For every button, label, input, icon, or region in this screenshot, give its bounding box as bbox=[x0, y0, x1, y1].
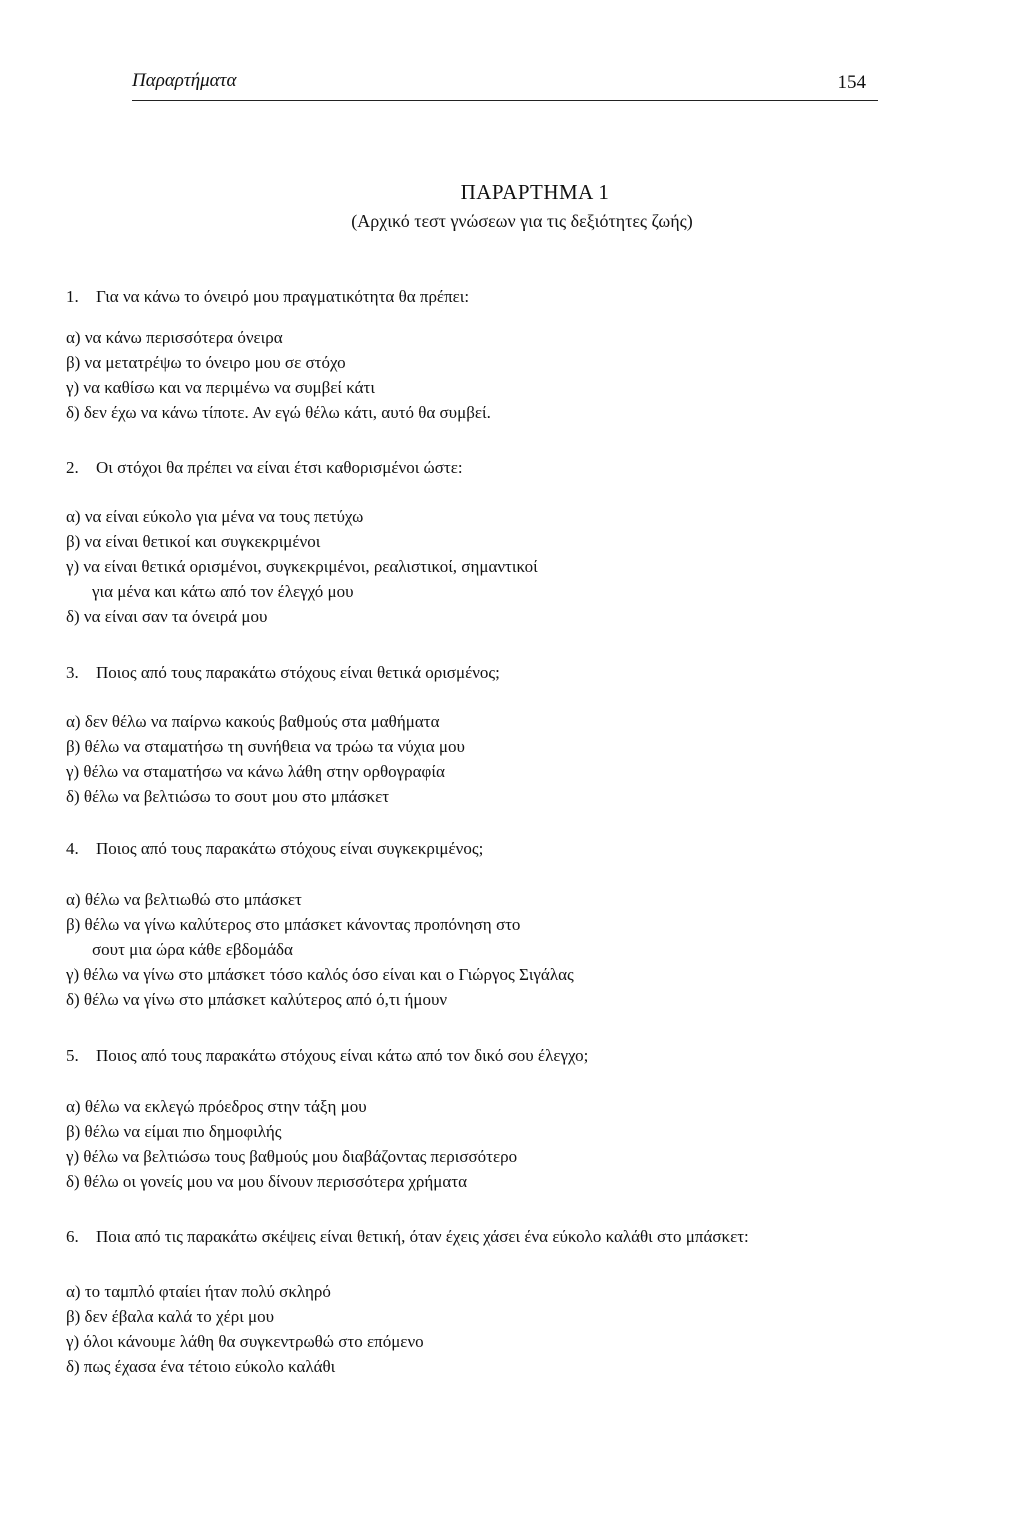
answer-option: β) θέλω να είμαι πιο δημοφιλής bbox=[66, 1122, 282, 1141]
answer-option: γ) να είναι θετικά ορισμένοι, συγκεκριμένοι, ρεαλιστικοί, σημαντικοί bbox=[66, 557, 538, 576]
answer-option: γ) θέλω να γίνω στο μπάσκετ τόσο καλός όσο είναι και ο Γιώργος Σιγάλας bbox=[66, 965, 574, 984]
question-number: 4. bbox=[66, 839, 79, 858]
answer-option: δ) θέλω να γίνω στο μπάσκετ καλύτερος από ό,τι ήμουν bbox=[66, 990, 448, 1009]
question-number: 3. bbox=[66, 663, 79, 682]
question-number: 1. bbox=[66, 287, 79, 306]
question-number: 2. bbox=[66, 458, 79, 477]
appendix-subtitle: (Αρχικό τεστ γνώσεων για τις δεξιότητες ζωής) bbox=[351, 211, 693, 231]
question-text: Ποιος από τους παρακάτω στόχους είναι θετικά ορισμένος; bbox=[96, 663, 500, 682]
answer-option-continuation: σουτ μια ώρα κάθε εβδομάδα bbox=[92, 940, 293, 959]
answer-option: γ) όλοι κάνουμε λάθη θα συγκεντρωθώ στο επόμενο bbox=[66, 1332, 424, 1351]
answer-options bbox=[66, 504, 966, 629]
answer-option: α) το ταμπλό φταίει ήταν πολύ σκληρό bbox=[66, 1282, 331, 1301]
appendix-title-block bbox=[0, 180, 1024, 232]
answer-option: β) θέλω να γίνω καλύτερος στο μπάσκετ κάνοντας προπόνηση στο bbox=[66, 915, 521, 934]
answer-options bbox=[66, 887, 966, 1012]
page-header bbox=[132, 66, 878, 101]
question-text: Ποια από τις παρακάτω σκέψεις είναι θετική, όταν έχεις χάσει ένα εύκολο καλάθι στο μπάσκετ: bbox=[96, 1227, 749, 1246]
appendix-title: ΠΑΡΑΡΤΗΜΑ 1 bbox=[460, 180, 610, 204]
answer-option: γ) θέλω να σταματήσω να κάνω λάθη στην ορθογραφία bbox=[66, 762, 445, 781]
answer-option: δ) πως έχασα ένα τέτοιο εύκολο καλάθι bbox=[66, 1357, 336, 1376]
answer-options bbox=[66, 325, 966, 425]
running-title: Παραρτήματα bbox=[132, 70, 237, 91]
answer-option: β) να είναι θετικοί και συγκεκριμένοι bbox=[66, 532, 321, 551]
question-5 bbox=[66, 1043, 966, 1068]
question-3 bbox=[66, 660, 966, 685]
answer-option: α) να είναι εύκολο για μένα να τους πετύχω bbox=[66, 507, 364, 526]
answer-option: δ) να είναι σαν τα όνειρά μου bbox=[66, 607, 268, 626]
answer-option: γ) να καθίσω και να περιμένω να συμβεί κάτι bbox=[66, 378, 375, 397]
answer-options bbox=[66, 1279, 966, 1379]
answer-option: α) θέλω να εκλεγώ πρόεδρος στην τάξη μου bbox=[66, 1097, 367, 1116]
question-text: Οι στόχοι θα πρέπει να είναι έτσι καθορισμένοι ώστε: bbox=[96, 458, 463, 477]
answer-options bbox=[66, 709, 966, 809]
answer-option: β) θέλω να σταματήσω τη συνήθεια να τρώω τα νύχια μου bbox=[66, 737, 465, 756]
answer-option: α) να κάνω περισσότερα όνειρα bbox=[66, 328, 283, 347]
answer-option: β) να μετατρέψω το όνειρο μου σε στόχο bbox=[66, 353, 346, 372]
answer-option: α) θέλω να βελτιωθώ στο μπάσκετ bbox=[66, 890, 302, 909]
answer-option: α) δεν θέλω να παίρνω κακούς βαθμούς στα μαθήματα bbox=[66, 712, 440, 731]
question-number: 6. bbox=[66, 1227, 79, 1246]
answer-option-continuation: για μένα και κάτω από τον έλεγχό μου bbox=[92, 582, 354, 601]
question-2 bbox=[66, 455, 966, 480]
question-4 bbox=[66, 836, 966, 861]
answer-option: β) δεν έβαλα καλά το χέρι μου bbox=[66, 1307, 275, 1326]
question-text: Ποιος από τους παρακάτω στόχους είναι κάτω από τον δικό σου έλεγχο; bbox=[96, 1046, 589, 1065]
question-6 bbox=[66, 1224, 966, 1249]
question-number: 5. bbox=[66, 1046, 79, 1065]
answer-option: γ) θέλω να βελτιώσω τους βαθμούς μου διαβάζοντας περισσότερο bbox=[66, 1147, 518, 1166]
questionnaire bbox=[66, 284, 966, 1379]
answer-option: δ) θέλω οι γονείς μου να μου δίνουν περισσότερα χρήματα bbox=[66, 1172, 468, 1191]
answer-option: δ) δεν έχω να κάνω τίποτε. Αν εγώ θέλω κάτι, αυτό θα συμβεί. bbox=[66, 403, 491, 422]
page-number: 154 bbox=[837, 72, 866, 93]
answer-options bbox=[66, 1094, 966, 1194]
question-text: Ποιος από τους παρακάτω στόχους είναι συγκεκριμένος; bbox=[96, 839, 484, 858]
question-1 bbox=[66, 284, 966, 309]
question-text: Για να κάνω το όνειρό μου πραγματικότητα θα πρέπει: bbox=[96, 287, 470, 306]
answer-option: δ) θέλω να βελτιώσω το σουτ μου στο μπάσκετ bbox=[66, 787, 390, 806]
